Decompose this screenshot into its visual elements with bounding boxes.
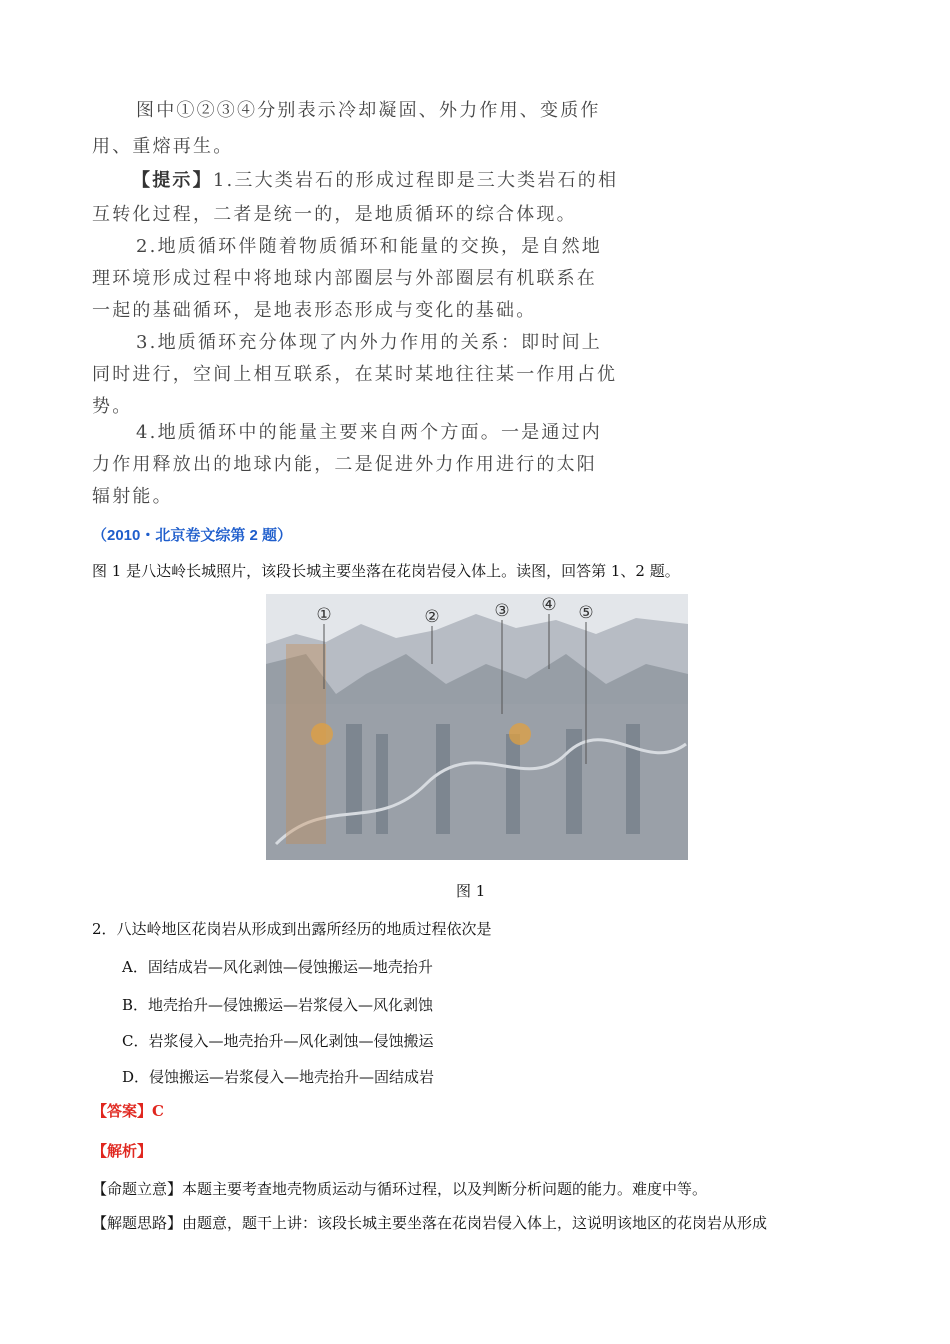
badaling-photo	[266, 594, 688, 860]
hint-label: 【提示】	[132, 170, 213, 191]
scan-line: 力作用释放出的地球内能，二是促进外力作用进行的太阳	[92, 454, 597, 475]
scan-line: 4.地质循环中的能量主要来自两个方面。一是通过内	[136, 422, 602, 443]
marker-1: ①	[316, 605, 332, 625]
option-c: C．岩浆侵入—地壳抬升—风化剥蚀—侵蚀搬运	[122, 1032, 434, 1050]
scan-line: 理环境形成过程中将地球内部圈层与外部圈层有机联系在	[92, 268, 597, 289]
option-b: B．地壳抬升—侵蚀搬运—岩浆侵入—风化剥蚀	[122, 996, 434, 1014]
scan-line: 3.地质循环充分体现了内外力作用的关系：即时间上	[136, 332, 602, 353]
marker-2: ②	[424, 607, 440, 627]
marker-3: ③	[494, 601, 510, 621]
scan-line: 势。	[92, 396, 133, 417]
scan-line: 2.地质循环伴随着物质循环和能量的交换，是自然地	[136, 236, 602, 257]
scan-line: 同时进行，空间上相互联系，在某时某地往往某一作用占优	[92, 364, 618, 385]
analysis-thinking: 【解题思路】由题意，题干上讲：该段长城主要坐落在花岗岩侵入体上，这说明该地区的花岗岩从形成	[92, 1214, 768, 1232]
option-a: A．固结成岩—风化剥蚀—侵蚀搬运—地壳抬升	[122, 958, 433, 976]
figure-caption: 图 1	[456, 882, 486, 900]
question-intro: 图 1 是八达岭长城照片，该段长城主要坐落在花岗岩侵入体上。读图，回答第 1、2 题。	[92, 562, 680, 580]
answer-line	[92, 1100, 164, 1121]
scan-line-text: 1.三大类岩石的形成过程即是三大类岩石的相	[212, 170, 619, 191]
scan-line: 用、重熔再生。	[92, 136, 234, 157]
marker-5: ⑤	[578, 603, 594, 623]
scan-line: 一起的基础循环，是地表形态形成与变化的基础。	[92, 300, 537, 321]
scan-line: 互转化过程，二者是统一的，是地质循环的综合体现。	[92, 204, 577, 225]
option-d: D．侵蚀搬运—岩浆侵入—地壳抬升—固结成岩	[122, 1068, 435, 1086]
marker-4: ④	[541, 595, 557, 615]
answer-label: 【答案】	[92, 1102, 153, 1120]
analysis-intent: 【命题立意】本题主要考查地壳物质运动与循环过程，以及判断分析问题的能力。难度中等。	[92, 1180, 708, 1198]
photo-drawing	[266, 594, 688, 860]
analysis-label: 【解析】	[92, 1142, 153, 1160]
scan-line: 辐射能。	[92, 486, 173, 507]
answer-value: C	[152, 1102, 164, 1120]
scan-line: 图中①②③④分别表示冷却凝固、外力作用、变质作	[136, 100, 601, 121]
question-stem: 2．八达岭地区花岗岩从形成到出露所经历的地质过程依次是	[92, 920, 492, 938]
question-source: （2010・北京卷文综第 2 题）	[92, 527, 293, 544]
scan-line-hint	[132, 166, 618, 192]
